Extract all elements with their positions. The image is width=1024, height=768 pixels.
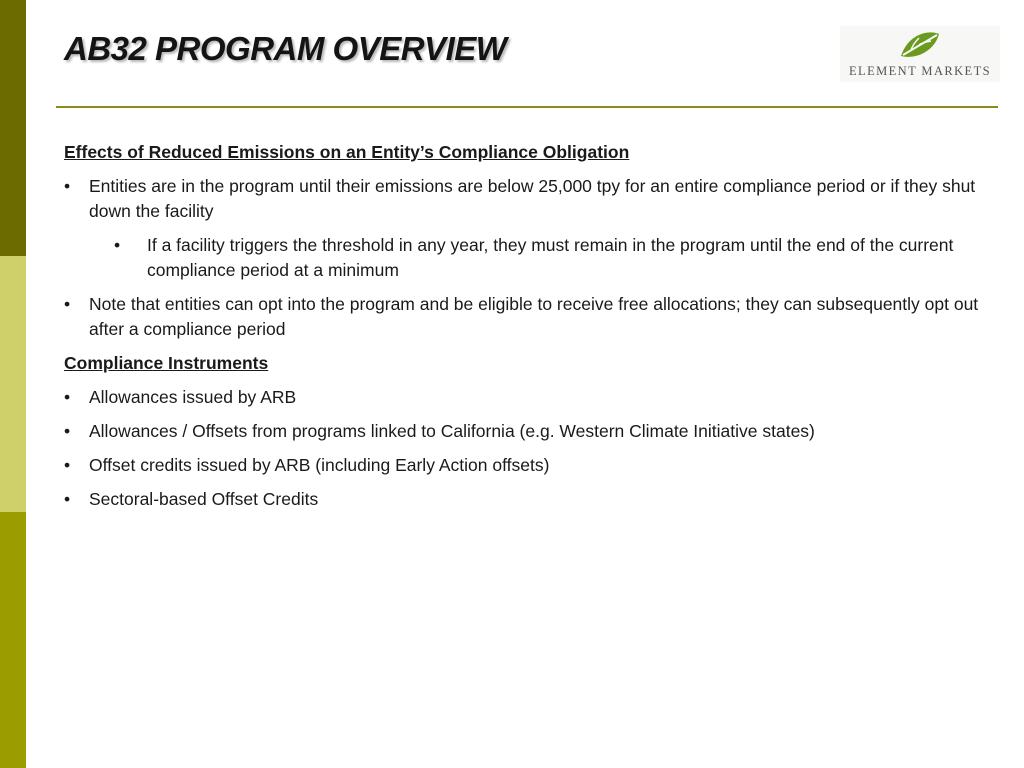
list-item <box>64 174 984 283</box>
sidebar-segment-light <box>0 256 26 512</box>
section-heading-instruments: Compliance Instruments <box>64 353 269 373</box>
sub-bullet-list <box>89 233 984 283</box>
bullet-text: Note that entities can opt into the program and be eligible to receive free allocations; they can subsequently opt out after a compliance period <box>89 294 979 339</box>
leaf-icon <box>895 26 945 64</box>
section-heading-effects: Effects of Reduced Emissions on an Entity’s Compliance Obligation <box>64 142 630 162</box>
sidebar-segment-dark <box>0 0 26 256</box>
slide-body <box>64 140 984 521</box>
list-item <box>64 292 984 342</box>
bullet-text: Allowances / Offsets from programs linked to California (e.g. Western Climate Initiative states) <box>89 421 815 441</box>
bullet-text: Offset credits issued by ARB (including Early Action offsets) <box>89 455 550 475</box>
logo-text: ELEMENT MARKETS <box>849 64 991 78</box>
sub-bullet-text: If a facility triggers the threshold in any year, they must remain in the program until the end of the current compliance period at a minimum <box>147 235 954 280</box>
list-item <box>64 453 984 478</box>
sidebar-stripe <box>0 0 26 768</box>
bullet-text: Sectoral-based Offset Credits <box>89 489 319 509</box>
bullet-text: Entities are in the program until their emissions are below 25,000 tpy for an entire compliance period or if they shut down the facility <box>89 176 976 221</box>
slide-title: AB32 PROGRAM OVERVIEW <box>64 30 507 67</box>
list-item <box>64 419 984 444</box>
bullet-text: Allowances issued by ARB <box>89 387 297 407</box>
effects-bullet-list <box>64 174 984 342</box>
element-markets-logo <box>840 26 1000 82</box>
instruments-bullet-list <box>64 385 984 512</box>
list-item <box>64 487 984 512</box>
sidebar-segment-mid <box>0 512 26 768</box>
list-item <box>89 233 984 283</box>
title-divider <box>56 106 998 108</box>
list-item <box>64 385 984 410</box>
